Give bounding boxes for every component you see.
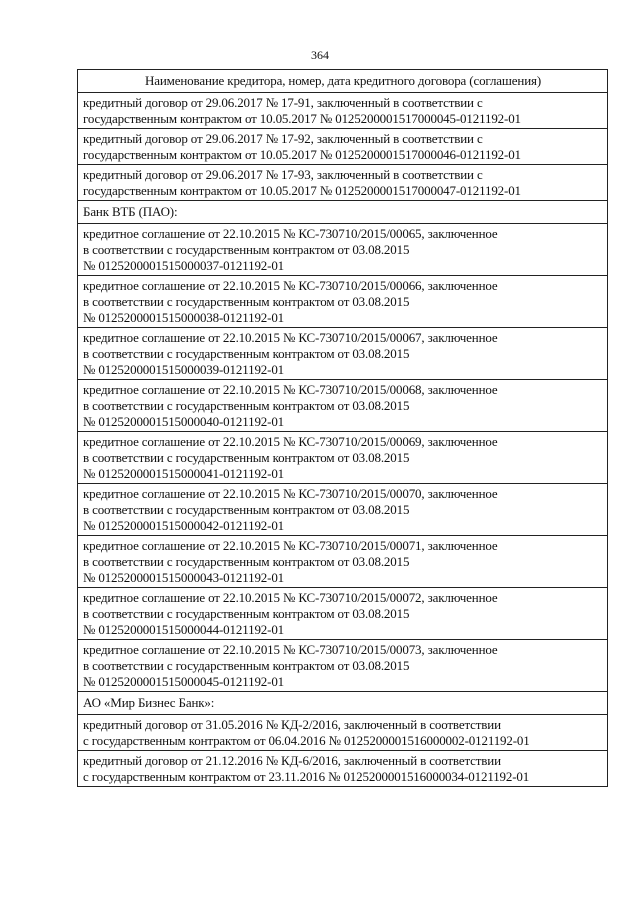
agreement-cell: кредитное соглашение от 22.10.2015 № КС-730710/2015/00070, заключенное в соответствии с государственным контрактом от 03.08.2015 № 0125200001515000042-0121192-01 — [78, 484, 608, 536]
agreement-cell: кредитное соглашение от 22.10.2015 № КС-730710/2015/00067, заключенное в соответствии с государственным контрактом от 03.08.2015 № 0125200001515000039-0121192-01 — [78, 328, 608, 380]
agreement-cell: кредитное соглашение от 22.10.2015 № КС-730710/2015/00065, заключенное в соответствии с государственным контрактом от 03.08.2015 № 0125200001515000037-0121192-01 — [78, 224, 608, 276]
table-row — [78, 165, 608, 201]
table-header-cell: Наименование кредитора, номер, дата кредитного договора (соглашения) — [78, 70, 608, 93]
creditor-table — [77, 69, 608, 787]
table-row — [78, 640, 608, 692]
creditor-name-cell: Банк ВТБ (ПАО): — [78, 201, 608, 224]
agreement-cell: кредитный договор от 29.06.2017 № 17-91, заключенный в соответствии с государственным контрактом от 10.05.2017 № 0125200001517000045-0121192-01 — [78, 93, 608, 129]
agreement-cell: кредитный договор от 21.12.2016 № КД-6/2016, заключенный в соответствии с государственным контрактом от 23.11.2016 № 0125200001516000034-0121192-01 — [78, 751, 608, 787]
agreement-cell: кредитное соглашение от 22.10.2015 № КС-730710/2015/00068, заключенное в соответствии с государственным контрактом от 03.08.2015 № 0125200001515000040-0121192-01 — [78, 380, 608, 432]
creditor-name-cell: АО «Мир Бизнес Банк»: — [78, 692, 608, 715]
table-row — [78, 129, 608, 165]
table-row — [78, 536, 608, 588]
creditor-table-body — [78, 70, 608, 787]
agreement-cell: кредитное соглашение от 22.10.2015 № КС-730710/2015/00071, заключенное в соответствии с государственным контрактом от 03.08.2015 № 0125200001515000043-0121192-01 — [78, 536, 608, 588]
agreement-cell: кредитное соглашение от 22.10.2015 № КС-730710/2015/00069, заключенное в соответствии с государственным контрактом от 03.08.2015 № 0125200001515000041-0121192-01 — [78, 432, 608, 484]
table-row — [78, 588, 608, 640]
table-row — [78, 751, 608, 787]
agreement-cell: кредитный договор от 29.06.2017 № 17-93, заключенный в соответствии с государственным контрактом от 10.05.2017 № 0125200001517000047-0121192-01 — [78, 165, 608, 201]
table-row — [78, 328, 608, 380]
agreement-cell: кредитное соглашение от 22.10.2015 № КС-730710/2015/00072, заключенное в соответствии с государственным контрактом от 03.08.2015 № 0125200001515000044-0121192-01 — [78, 588, 608, 640]
table-row — [78, 484, 608, 536]
table-header-row — [78, 70, 608, 93]
agreement-cell: кредитное соглашение от 22.10.2015 № КС-730710/2015/00066, заключенное в соответствии с государственным контрактом от 03.08.2015 № 0125200001515000038-0121192-01 — [78, 276, 608, 328]
agreement-cell: кредитный договор от 29.06.2017 № 17-92, заключенный в соответствии с государственным контрактом от 10.05.2017 № 0125200001517000046-0121192-01 — [78, 129, 608, 165]
agreement-cell: кредитный договор от 31.05.2016 № КД-2/2016, заключенный в соответствии с государственным контрактом от 06.04.2016 № 0125200001516000002-0121192-01 — [78, 715, 608, 751]
table-row — [78, 432, 608, 484]
table-row — [78, 380, 608, 432]
table-row — [78, 715, 608, 751]
agreement-cell: кредитное соглашение от 22.10.2015 № КС-730710/2015/00073, заключенное в соответствии с государственным контрактом от 03.08.2015 № 0125200001515000045-0121192-01 — [78, 640, 608, 692]
table-row — [78, 276, 608, 328]
table-row — [78, 93, 608, 129]
table-row — [78, 224, 608, 276]
creditor-group-row — [78, 201, 608, 224]
page-number: 364 — [311, 48, 329, 62]
creditor-group-row — [78, 692, 608, 715]
